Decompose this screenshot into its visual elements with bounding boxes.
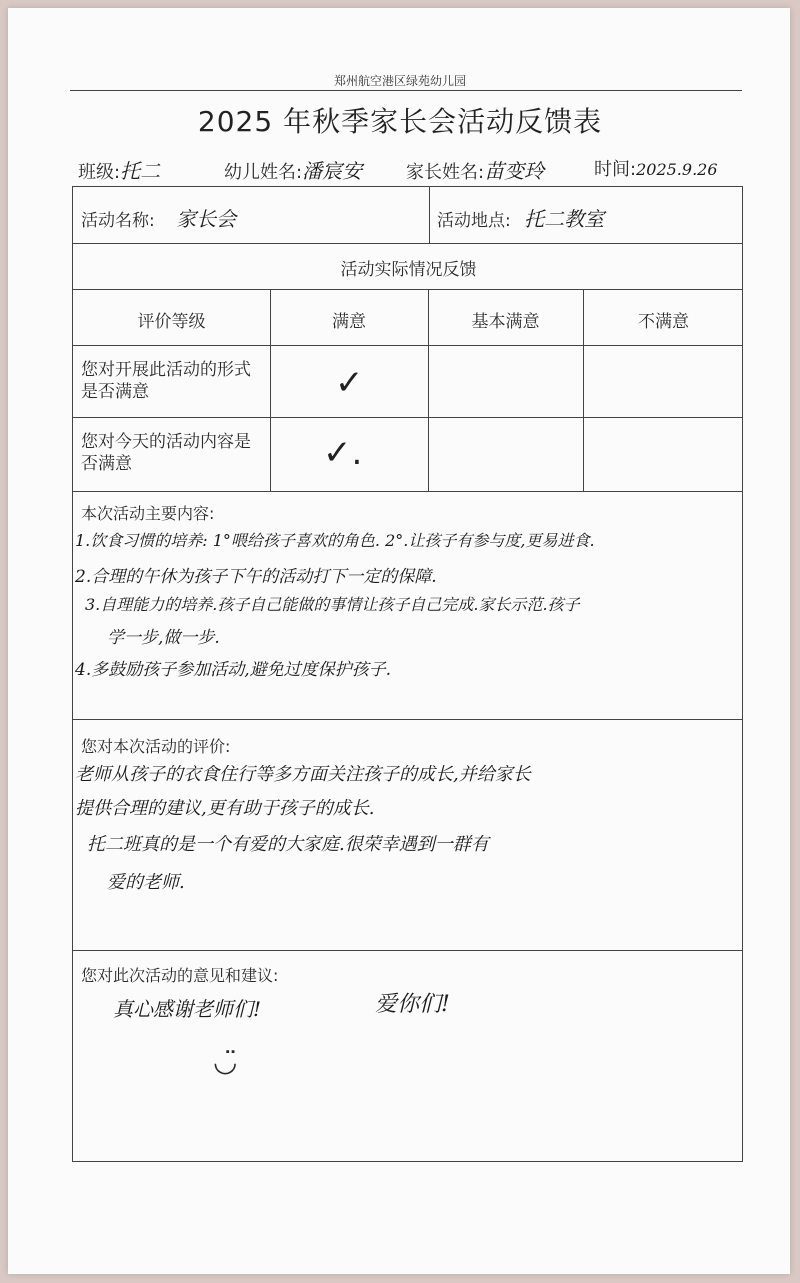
suggestion-line: 真心感谢老师们! [113, 997, 262, 1021]
activity-name-value: 家长会 [176, 207, 237, 231]
evaluation-line: 爱的老师. [107, 872, 185, 893]
evaluation-line: 老师从孩子的衣食住行等多方面关注孩子的成长,并给家长 [75, 764, 531, 785]
smiley-icon: ◡̈ [213, 1045, 238, 1078]
content-line: 2.合理的午休为孩子下午的活动打下一定的保障. [75, 567, 437, 587]
column-divider [429, 187, 430, 243]
child-name-field [224, 155, 362, 184]
suggestion-line: 爱你们! [375, 992, 450, 1017]
class-field [78, 155, 160, 184]
check-mark-icon: ✓ [335, 363, 364, 403]
parent-name-label: 家长姓名: [406, 162, 485, 183]
organization-name: 郑州航空港区绿苑幼儿园 [333, 74, 466, 88]
content-label: 本次活动主要内容: [81, 504, 215, 523]
header-rating-level: 评价等级 [137, 312, 206, 332]
time-value: 2025.9.26 [636, 160, 718, 179]
content-line: 3.自理能力的培养.孩子自己能做的事情让孩子自己完成.家长示范.孩子 [85, 595, 580, 614]
row-divider [73, 345, 742, 346]
activity-place-field [437, 203, 604, 232]
content-line: 学一步,做一步. [107, 628, 220, 648]
activity-name-label: 活动名称: [81, 211, 155, 231]
evaluation-label: 您对本次活动的评价: [81, 737, 231, 756]
row-divider [73, 719, 742, 720]
header-basically-satisfied: 基本满意 [471, 312, 540, 332]
parent-name-value: 苗变玲 [484, 159, 545, 183]
evaluation-line: 提供合理的建议,更有助于孩子的成长. [75, 798, 375, 819]
header-satisfied: 满意 [332, 312, 366, 332]
question-format: 您对开展此活动的形式是否满意 [81, 360, 251, 402]
row-divider [73, 491, 742, 492]
question-content: 您对今天的活动内容是否满意 [81, 432, 251, 474]
content-line: 1.饮食习惯的培养: 1°喂给孩子喜欢的角色. 2°.让孩子有参与度,更易进食. [75, 531, 595, 550]
time-label: 时间: [594, 159, 637, 180]
feedback-section-title: 活动实际情况反馈 [340, 260, 477, 280]
class-label: 班级: [78, 162, 121, 183]
row-divider [73, 243, 742, 244]
evaluation-line: 托二班真的是一个有爱的大家庭.很荣幸遇到一群有 [87, 834, 489, 855]
header-unsatisfied: 不满意 [638, 312, 689, 332]
check-mark-icon: ✓. [323, 433, 363, 473]
suggestion-label: 您对此次活动的意见和建议: [81, 966, 279, 985]
activity-name-field [81, 203, 236, 232]
child-name-value: 潘宸安 [302, 159, 363, 183]
content-line: 4.多鼓励孩子参加活动,避免过度保护孩子. [75, 660, 392, 680]
row-divider [73, 289, 742, 290]
activity-place-label: 活动地点: [437, 211, 511, 231]
row-divider [73, 950, 742, 951]
class-value: 托二 [120, 159, 161, 183]
form-title: 2025 年秋季家长会活动反馈表 [197, 105, 603, 138]
row-divider [73, 417, 742, 418]
header-divider [70, 90, 742, 91]
time-field [594, 155, 718, 181]
activity-place-value: 托二教室 [524, 207, 605, 231]
feedback-form-table [72, 186, 743, 1162]
parent-name-field [406, 155, 544, 184]
child-name-label: 幼儿姓名: [224, 162, 303, 183]
